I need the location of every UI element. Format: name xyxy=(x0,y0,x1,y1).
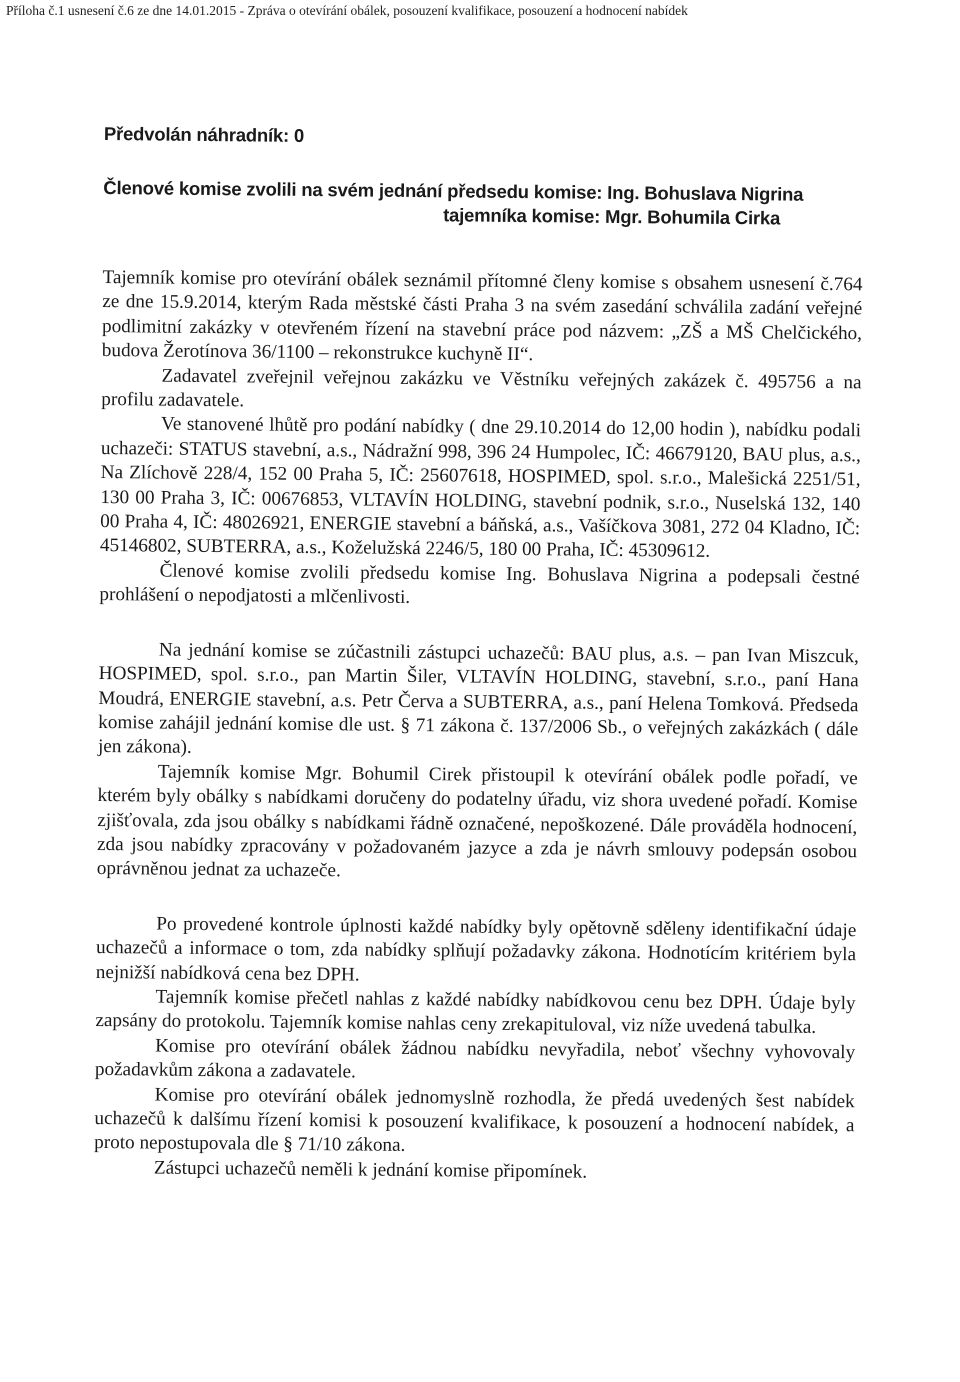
paragraph-resolution: Tajemník komise pro otevírání obálek seznámil přítomné členy komise s obsahem usnesení č.764 ze dne 15.9.2014, kterým Rada městské části Praha 3 na svém zasedání schválila zadání veřejné podlimitní zakázky v otevřeném řízení na stavební práce pod názvem: „ZŠ a MŠ Chelčického, budova Žerotínova 36/1100 – rekonstrukce kuchyně II“. xyxy=(101,266,863,366)
paragraph-no-exclusion: Komise pro otevírání obálek žádnou nabídku nevyřadila, neboť všechny vyhovovaly požadavkům zákona a zadavatele. xyxy=(94,1035,856,1083)
paragraph-attendees: Na jednání komise se zúčastnili zástupci uchazečů: BAU plus, a.s. – pan Ivan Miszcuk, HOSPIMED, spol. s.r.o., pan Martin Šiler, VLTAVÍN HOLDING, stavební, s.r.o., paní Hana Moudrá, ENERGIE stavební, a.s. Petr Červa a SUBTERRA, a.s., paní Helena Tomková. Předseda komise zahájil jednání komise dle ust. § 71 zákona č. 137/2006 Sb., o veřejných zakázkách ( dále jen zákona). xyxy=(97,639,860,759)
chair-heading: Členové komise zvolili na svém jednání předsedu komise: Ing. Bohuslava Nigrina xyxy=(103,176,804,205)
paragraph-bidders: Ve stanovené lhůtě pro podání nabídky ( dne 29.10.2014 do 12,00 hodin ), nabídku podali uchazeči: STATUS stavební, a.s., Nádražní 998, 396 24 Humpolec, IČ: 46679120, BAU plus, a.s., Na Zlíchově 228/4, 152 00 Praha 5, IČ: 25607618, HOSPIMED, spol. s.r.o., Malešická 2251/51, 130 00 Praha 3, IČ: 00676853, VLTAVÍN HOLDING, stavební podnik, s.r.o., Nuselská 132, 140 00 Praha 4, IČ: 48026921, ENERGIE stavební a báňská, a.s., Vašíčkova 3081, 272 04 Kladno, IČ: 45146802, SUBTERRA, a.s., Koželužská 2246/5, 180 00 Praha, IČ: 45309612. xyxy=(99,414,862,563)
paragraph-decision: Komise pro otevírání obálek jednomyslně rozhodla, že předá uvedených šest nabídek uchazečů k dalšímu řízení komisi k posouzení kvalifikace, k posouzení a hodnocení nabídek, a proto nepostupovala dle § 71/10 zákona. xyxy=(94,1084,855,1157)
document-header: Příloha č.1 usnesení č.6 ze dne 14.01.2015 - Zpráva o otevírání obálek, posouzení kvalifikace, posouzení a hodnocení nabídek xyxy=(6,3,688,18)
paragraph-opening: Tajemník komise Mgr. Bohumil Cirek přistoupil k otevírání obálek podle pořadí, ve kterém byly obálky s nabídkami doručeny do podatelny úřadu, viz shora uvedené pořadí. Komise zjišťovala, zda jsou obálky s nabídkami řádně označené, nepoškozené. Dále prováděla hodnocení, zda jsou nabídky zpracovány v požadovaném jazyce a zda je návrh smlouvy podepsán osobou oprávněnou jednat za uchazeče. xyxy=(96,761,858,882)
paragraph-prices: Tajemník komise přečetl nahlas z každé nabídky nabídkovou cenu bez DPH. Údaje byly zapsány do protokolu. Tajemník komise nahlas ceny zrekapituloval, viz níže uvedená tabulka. xyxy=(95,986,856,1039)
substitute-heading: Předvolán náhradník: 0 xyxy=(103,122,305,146)
secretary-heading: tajemníka komise: Mgr. Bohumila Cirka xyxy=(443,204,781,229)
scanned-body xyxy=(94,122,864,1187)
paragraph-chair-election: Členové komise zvolili předsedu komise Ing. Bohuslava Nigrina a podepsali čestné prohlášení o nepodjatosti a mlčenlivosti. xyxy=(99,560,860,609)
paragraph-publication: Zadavatel zveřejnil veřejnou zakázku ve Věstníku veřejných zakázek č. 495756 a na profilu zadavatele. xyxy=(101,365,862,412)
paragraph-check: Po provedené kontrole úplnosti každé nabídky byly opětovně sděleny identifikační údaje uchazečů a informace o tom, zda nabídky splňují požadavky zákona. Hodnotícím kritériem byla nejnižší nabídková cena bez DPH. xyxy=(95,913,857,986)
paragraph-no-comments: Zástupci uchazečů neměli k jednání komise připomínek. xyxy=(153,1157,588,1183)
